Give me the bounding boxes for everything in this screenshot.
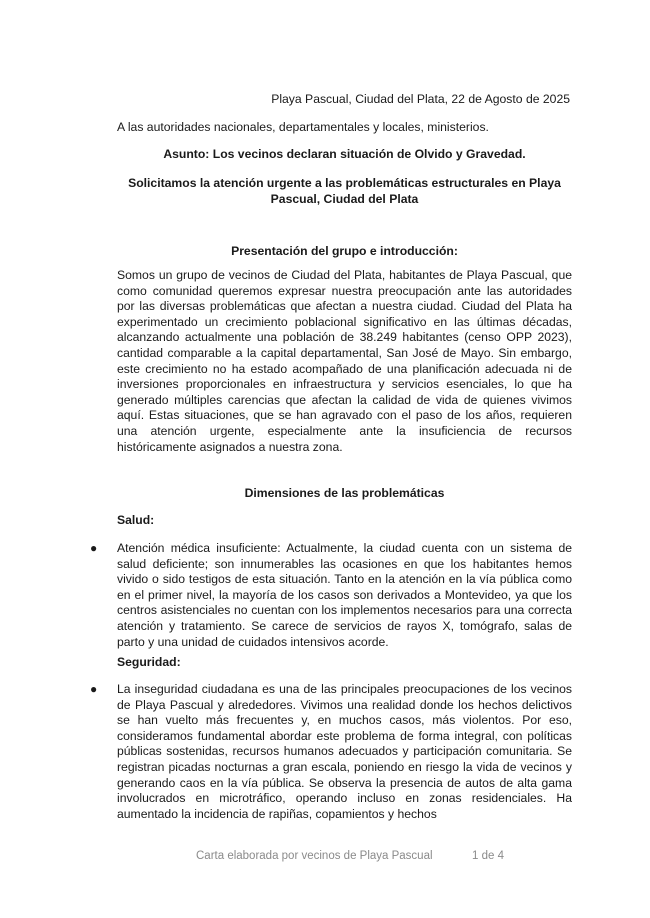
intro-paragraph: Somos un grupo de vecinos de Ciudad del Plata, habitantes de Playa Pascual, que como comunidad queremos expresar nuestra preocupación ante las autoridades por las diversas problemáticas que afectan a nuestra ciudad. Ciudad del Plata ha experimentado un crecimiento poblacional significativo en las últimas décadas, alcanzando actualmente una población de 38.249 habitantes (censo OPP 2023), cantidad comparable a la capital departamental, San José de Mayo. Sin embargo, este crecimiento no ha estado acompañado de una planificación adecuada ni de inversiones proporcionales en infraestructura y servicios esenciales, lo que ha generado múltiples carencias que afectan la calidad de vida de quienes vivimos aquí. Estas situaciones, que se han agravado con el paso de los años, requieren una atención urgente, especialmente ante la insuficiencia de recursos históricamente asignados a nuestra zona. [117,268,572,454]
bullet-icon: ● [90,682,98,696]
salud-paragraph: Atención médica insuficiente: Actualmente, la ciudad cuenta con un sistema de salud deficiente; son innumerables las ocasiones en que los habitantes hemos vivido o sido testigos de esta situación. Tanto en la atención en la vía pública como en el primer nivel, la mayoría de los casos son derivados a Montevideo, ya que los centros asistenciales no cuentan con los implementos necesarios para una correcta atención y tratamiento. Se carece de servicios de rayos X, tomógrafo, salas de parto y una unidad de cuidados intensivos acorde. [117,541,572,649]
request-line: Solicitamos la atención urgente a las problemáticas estructurales en Playa Pascual, Ciudad del Plata [128,176,561,206]
seguridad-heading: Seguridad: [117,655,181,669]
bullet-icon: ● [90,541,98,555]
addressee-line: A las autoridades nacionales, departamentales y locales, ministerios. [117,120,489,134]
intro-heading: Presentación del grupo e introducción: [231,244,458,258]
subject-line: Asunto: Los vecinos declaran situación de Olvido y Gravedad. [163,147,526,161]
seguridad-paragraph: La inseguridad ciudadana es una de las principales preocupaciones de los vecinos de Playa Pascual y alrededores. Vivimos una realidad donde los hechos delictivos se han vuelto más frecuentes y, en muchos casos, más violentos. Por eso, consideramos fundamental abordar este problema de forma integral, con políticas públicas sostenidas, recursos humanos adecuados y participación comunitaria. Se registran picadas nocturnas a gran escala, poniendo en riesgo la vida de vecinos y generando caos en la vía pública. Se observa la presencia de autos de alta gama involucrados en microtráfico, operando incluso en zonas residenciales. Ha aumentado la incidencia de rapiñas, copamientos y hechos [117,682,572,821]
dimensions-heading: Dimensiones de las problemáticas [244,486,445,500]
date-line: Playa Pascual, Ciudad del Plata, 22 de Agosto de 2025 [271,92,570,106]
page-number: 1 de 4 [472,850,504,862]
footer-text: Carta elaborada por vecinos de Playa Pascual [196,850,433,862]
salud-heading: Salud: [117,513,155,527]
